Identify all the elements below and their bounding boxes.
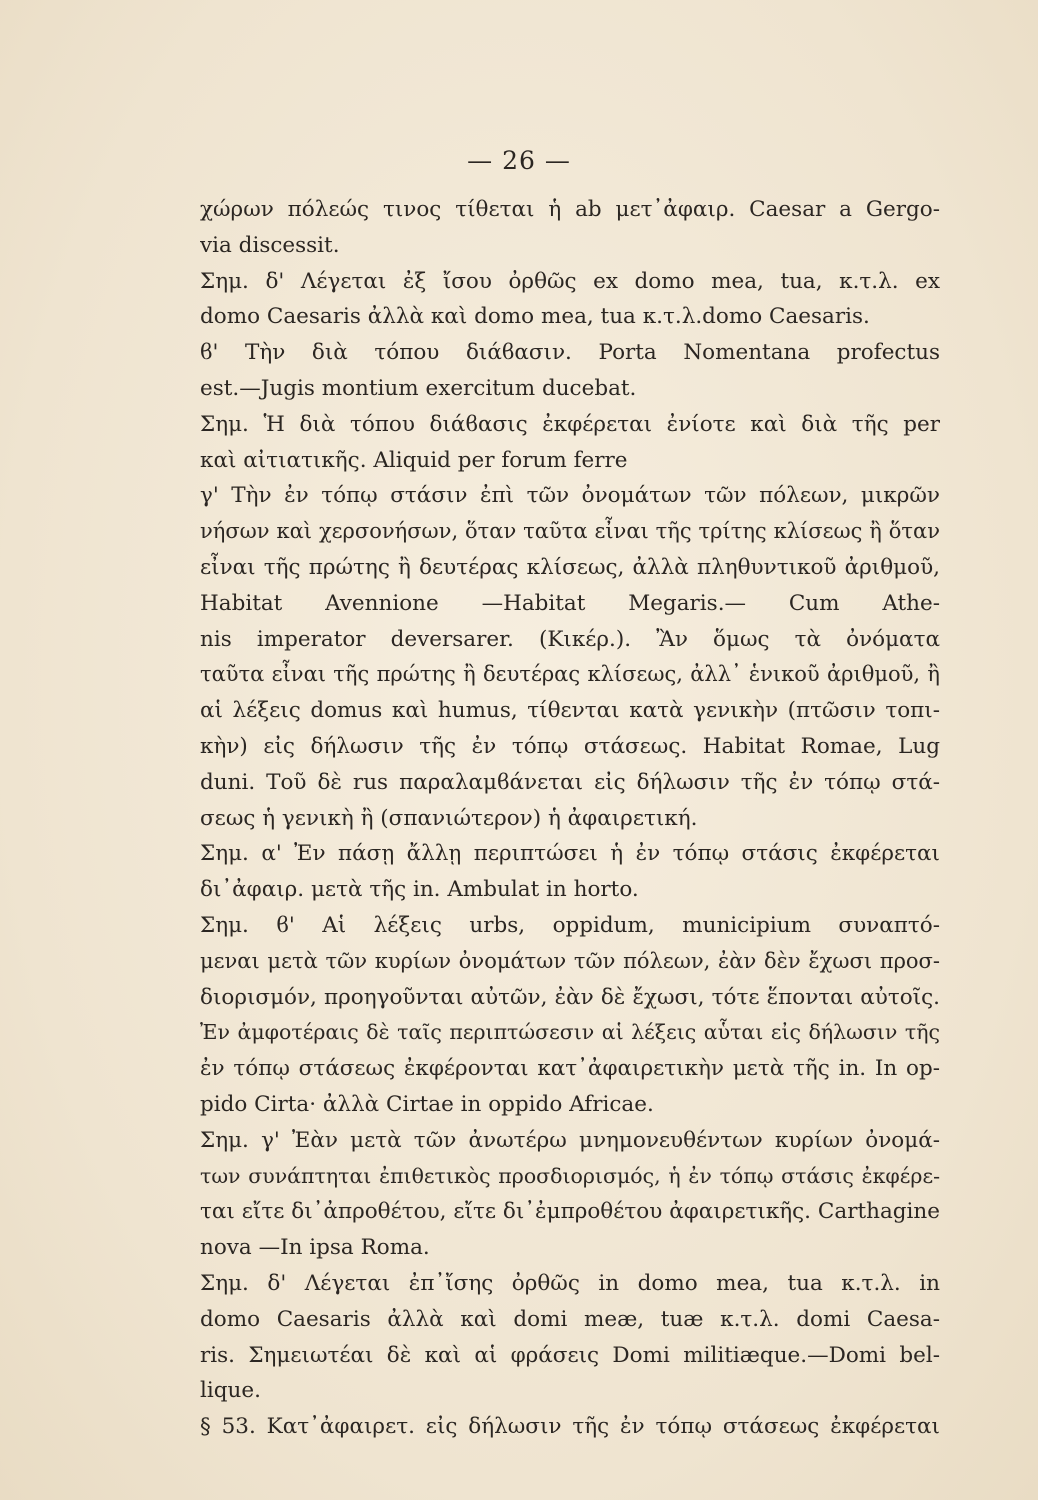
text-line: Habitat Avennione —Habitat Megaris.— Cum Athe- — [200, 590, 940, 616]
text-line: domo Caesaris ἀλλὰ καὶ domo mea, tua κ.τ.λ.domo Caesaris. — [200, 304, 870, 330]
text-line: κὴν) εἰς δήλωσιν τῆς ἐν τόπῳ στάσεως. Habitat Romae, Lug — [200, 733, 940, 759]
text-line: δι᾽ἀφαιρ. μετὰ τῆς in. Ambulat in horto. — [200, 877, 639, 903]
text-line: Σημ. α' Ἐν πάσῃ ἄλλῃ περιπτώσει ἡ ἐν τόπῳ στάσις ἐκφέρεται — [200, 841, 940, 867]
text-line: χώρων πόλεώς τινος τίθεται ἡ ab μετ᾽ἀφαιρ. Caesar a Gergo- — [200, 197, 940, 222]
text-line: est.—Jugis montium exercitum ducebat. — [200, 375, 637, 401]
text-line: Σημ. Ἡ διὰ τόπου διάϐασις ἐκφέρεται ἐνίοτε καὶ διὰ τῆς per — [200, 411, 940, 437]
text-line: σεως ἡ γενικὴ ἢ (σπανιώτερον) ἡ ἀφαιρετική. — [200, 805, 698, 831]
body-text — [200, 192, 940, 1445]
text-line: ται εἴτε δι᾽ἀπροθέτου, εἴτε δι᾽ἐμπροθέτου ἀφαιρετικῆς. Carthagine — [200, 1199, 940, 1225]
text-line: Σημ. δ' Λέγεται ἐπ᾽ἴσης ὀρθῶς in domo mea, tua κ.τ.λ. in — [200, 1270, 940, 1296]
text-line: ταῦτα εἶναι τῆς πρώτης ἢ δευτέρας κλίσεως, ἀλλ᾽ ἑνικοῦ ἀριθμοῦ, ἢ — [200, 662, 940, 687]
text-line: Σημ. δ' Λέγεται ἐξ ἴσου ὀρθῶς ex domo mea, tua, κ.τ.λ. ex — [200, 268, 940, 294]
text-line: domo Caesaris ἀλλὰ καὶ domi meæ, tuæ κ.τ.λ. domi Caesa- — [200, 1306, 940, 1332]
text-line: γ' Τὴν ἐν τόπῳ στάσιν ἐπὶ τῶν ὀνομάτων τῶν πόλεων, μικρῶν — [200, 483, 940, 509]
text-line: εἶναι τῆς πρώτης ἢ δευτέρας κλίσεως, ἀλλὰ πληθυντικοῦ ἀριθμοῦ, — [200, 554, 940, 580]
text-line: ris. Σημειωτέαι δὲ καὶ αἱ φράσεις Domi militiæque.—Domi bel- — [200, 1342, 940, 1368]
text-line: nova —In ipsa Roma. — [200, 1235, 430, 1261]
text-line: nis imperator deversarer. (Κικέρ.). Ἂν ὅμως τὰ ὀνόματα — [200, 626, 940, 652]
text-line: ἐν τόπῳ στάσεως ἐκφέρονται κατ᾽ἀφαιρετικὴν μετὰ τῆς in. In op- — [200, 1056, 940, 1082]
text-line: Σημ. ϐ' Αἱ λέξεις urbs, oppidum, municipium συναπτό- — [200, 912, 940, 938]
page-number: — 26 — — [467, 146, 571, 175]
text-line: via discessit. — [200, 232, 340, 258]
text-line: pido Cirta· ἀλλὰ Cirtae in oppido Africae. — [200, 1091, 654, 1117]
text-line: lique. — [200, 1378, 261, 1404]
text-line: Σημ. γ' Ἐὰν μετὰ τῶν ἀνωτέρω μνημονευθέντων κυρίων ὀνομά- — [200, 1127, 940, 1153]
text-line: ϐ' Τὴν διὰ τόπου διάϐασιν. Porta Nomentana profectus — [200, 340, 940, 366]
text-line: § 53. Κατ᾽ἀφαιρετ. εἰς δήλωσιν τῆς ἐν τόπῳ στάσεως ἐκφέρεται — [200, 1414, 940, 1440]
text-line: διορισμόν, προηγοῦνται αὐτῶν, ἐὰν δὲ ἔχωσι, τότε ἕπονται αὐτοῖς. — [200, 984, 940, 1010]
text-line: αἱ λέξεις domus καὶ humus, τίθενται κατὰ γενικὴν (πτῶσιν τοπι- — [200, 698, 940, 724]
text-line: μεναι μετὰ τῶν κυρίων ὀνομάτων τῶν πόλεων, ἐὰν δὲν ἔχωσι προσ- — [200, 948, 940, 973]
text-line: duni. Τοῦ δὲ rus παραλαμϐάνεται εἰς δήλωσιν τῆς ἐν τόπῳ στά- — [200, 769, 940, 795]
text-line: Ἐν ἀμφοτέραις δὲ ταῖς περιπτώσεσιν αἱ λέξεις αὗται εἰς δήλωσιν τῆς — [200, 1020, 940, 1045]
text-line: νήσων καὶ χερσονήσων, ὅταν ταῦτα εἶναι τῆς τρίτης κλίσεως ἢ ὅταν — [200, 519, 940, 544]
text-line: καὶ αἰτιατικῆς. Aliquid per forum ferre — [200, 447, 628, 473]
text-line: των συνάπτηται ἐπιθετικὸς προσδιορισμός, ἡ ἐν τόπῳ στάσις ἐκφέρε- — [200, 1163, 940, 1188]
